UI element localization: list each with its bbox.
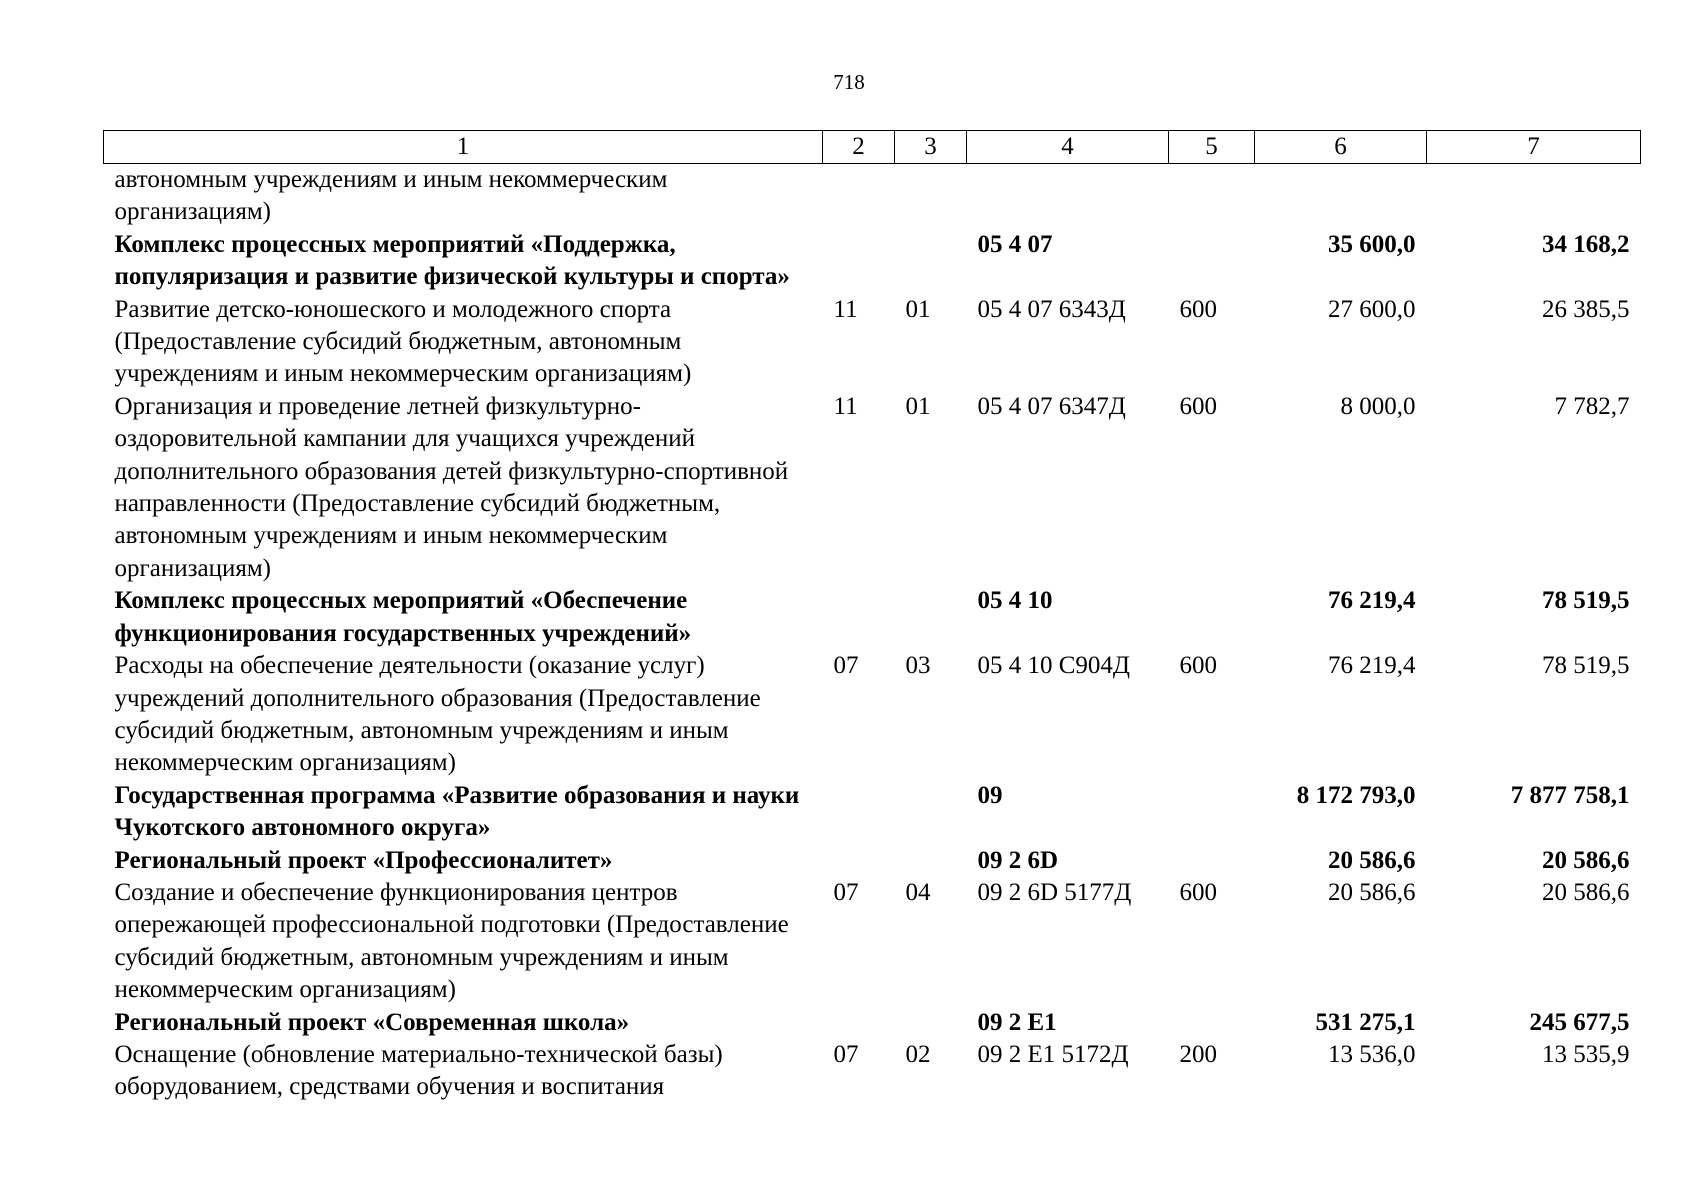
row-amount-planned: 20 586,6 [1328,878,1416,906]
row-amount-executed: 7 877 758,1 [1510,781,1630,809]
row-target-code [967,164,1169,229]
row-description: Организация и проведение летней физкультурно-оздоровительной кампании для учащихся учреждений дополнительного образования детей физкультурно-спортивной направленности (Предоставление субсидий бюджетным, автономным учреждениям и иным некоммерческим организациям) [114,392,789,582]
row-target-code: 09 2 E1 5172Д [977,1040,1129,1068]
header-col-5: 5 [1169,131,1255,164]
page-number: 718 [833,70,865,94]
row-amount-executed: 7 782,7 [1554,392,1630,420]
row-description: Региональный проект «Современная школа» [114,1008,630,1036]
row-description: Комплекс процессных мероприятий «Обеспечение функционирования государственных учреждений» [114,587,692,647]
row-subsection [895,845,967,877]
row-expense-type [1169,164,1255,229]
table-header [104,131,1641,164]
row-amount-executed: 34 168,2 [1542,230,1630,258]
row-target-code: 05 4 07 [977,230,1053,258]
row-section [823,1007,895,1039]
row-section: 07 [833,1040,859,1068]
row-expense-type [1169,780,1255,845]
row-section [823,164,895,229]
row-amount-planned: 35 600,0 [1328,230,1416,258]
row-expense-type: 600 [1179,878,1217,906]
row-expense-type [1169,1007,1255,1039]
row-description: Создание и обеспечение функционирования центров опережающей профессиональной подготовки (Предоставление субсидий бюджетным, автономным учреждениям и иным некоммерческим организациям) [114,878,789,1004]
table-body [104,164,1641,1104]
row-description: Государственная программа «Развитие образования и науки Чукотского автономного округа» [114,781,800,842]
row-expense-type: 200 [1179,1040,1217,1068]
table-row [104,877,1641,1007]
table-row [104,845,1641,877]
row-target-code: 05 4 10 С904Д [977,652,1130,680]
row-amount-planned: 27 600,0 [1328,295,1416,323]
row-section [823,845,895,877]
row-amount-executed: 20 586,6 [1542,846,1630,874]
row-section: 07 [833,652,859,680]
table-row [104,1007,1641,1039]
table-row [104,650,1641,780]
header-row [104,131,1641,164]
header-col-2: 2 [823,131,895,164]
row-amount-executed: 78 519,5 [1542,652,1630,680]
row-amount-planned: 8 000,0 [1340,392,1416,420]
row-target-code: 05 4 10 [977,587,1053,615]
header-col-3: 3 [895,131,967,164]
row-amount-planned: 8 172 793,0 [1296,781,1416,809]
row-amount-executed: 20 586,6 [1542,878,1630,906]
row-subsection [895,780,967,845]
row-description: Комплекс процессных мероприятий «Поддержка, популяризация и развитие физической культуры и спорта» [114,230,790,291]
row-amount-planned: 76 219,4 [1328,587,1416,615]
row-amount-planned: 531 275,1 [1315,1008,1416,1036]
header-col-4: 4 [967,131,1169,164]
row-expense-type [1169,229,1255,294]
row-subsection [895,164,967,229]
row-subsection: 02 [905,1040,931,1068]
row-target-code: 09 [977,781,1003,809]
row-section: 07 [833,878,859,906]
row-section: 11 [833,392,858,420]
row-subsection [895,585,967,650]
row-subsection: 03 [905,652,931,680]
row-section [823,585,895,650]
row-target-code: 09 2 6D [977,846,1059,874]
budget-table [103,130,1641,1104]
row-expense-type [1169,585,1255,650]
row-description: Региональный проект «Профессионалитет» [114,846,613,874]
row-amount-planned: 13 536,0 [1328,1040,1416,1068]
row-amount-executed: 245 677,5 [1529,1008,1630,1036]
table-row [104,391,1641,585]
table-row [104,164,1641,229]
table-row [104,229,1641,294]
row-subsection [895,1007,967,1039]
table-row [104,1039,1641,1104]
header-col-6: 6 [1255,131,1427,164]
row-amount-planned: 20 586,6 [1328,846,1416,874]
row-expense-type: 600 [1179,652,1217,680]
row-amount-executed [1427,164,1641,229]
row-amount-executed: 78 519,5 [1542,587,1630,615]
table-row [104,585,1641,650]
row-subsection: 01 [905,392,931,420]
row-target-code: 05 4 07 6347Д [977,392,1126,420]
row-description: Расходы на обеспечение деятельности (оказание услуг) учреждений дополнительного образования (Предоставление субсидий бюджетным, автономным учреждениям и иным некоммерческим организациям) [114,652,761,777]
row-subsection: 01 [905,295,931,323]
row-expense-type [1169,845,1255,877]
row-expense-type: 600 [1179,392,1217,420]
row-section [823,780,895,845]
header-col-7: 7 [1427,131,1641,164]
row-amount-executed: 26 385,5 [1542,295,1630,323]
table-row [104,780,1641,845]
row-expense-type: 600 [1179,295,1217,323]
row-target-code: 05 4 07 6343Д [977,295,1126,323]
row-subsection: 04 [905,878,931,906]
row-description: автономным учреждениям и иным некоммерческим организациям) [114,166,668,226]
row-description: Развитие детско-юношеского и молодежного спорта (Предоставление субсидий бюджетным, автономным учреждениям и иным некоммерческим организациям) [114,295,692,388]
row-section: 11 [833,295,858,323]
header-col-1: 1 [104,131,823,164]
row-amount-planned [1255,164,1427,229]
row-description: Оснащение (обновление материально-технической базы) оборудованием, средствами обучения и воспитания [114,1040,723,1101]
table-row [104,294,1641,391]
row-target-code: 09 2 E1 [977,1008,1057,1036]
row-target-code: 09 2 6D 5177Д [977,878,1132,906]
row-amount-planned: 76 219,4 [1328,652,1416,680]
row-subsection [895,229,967,294]
row-amount-executed: 13 535,9 [1542,1040,1630,1068]
row-section [823,229,895,294]
